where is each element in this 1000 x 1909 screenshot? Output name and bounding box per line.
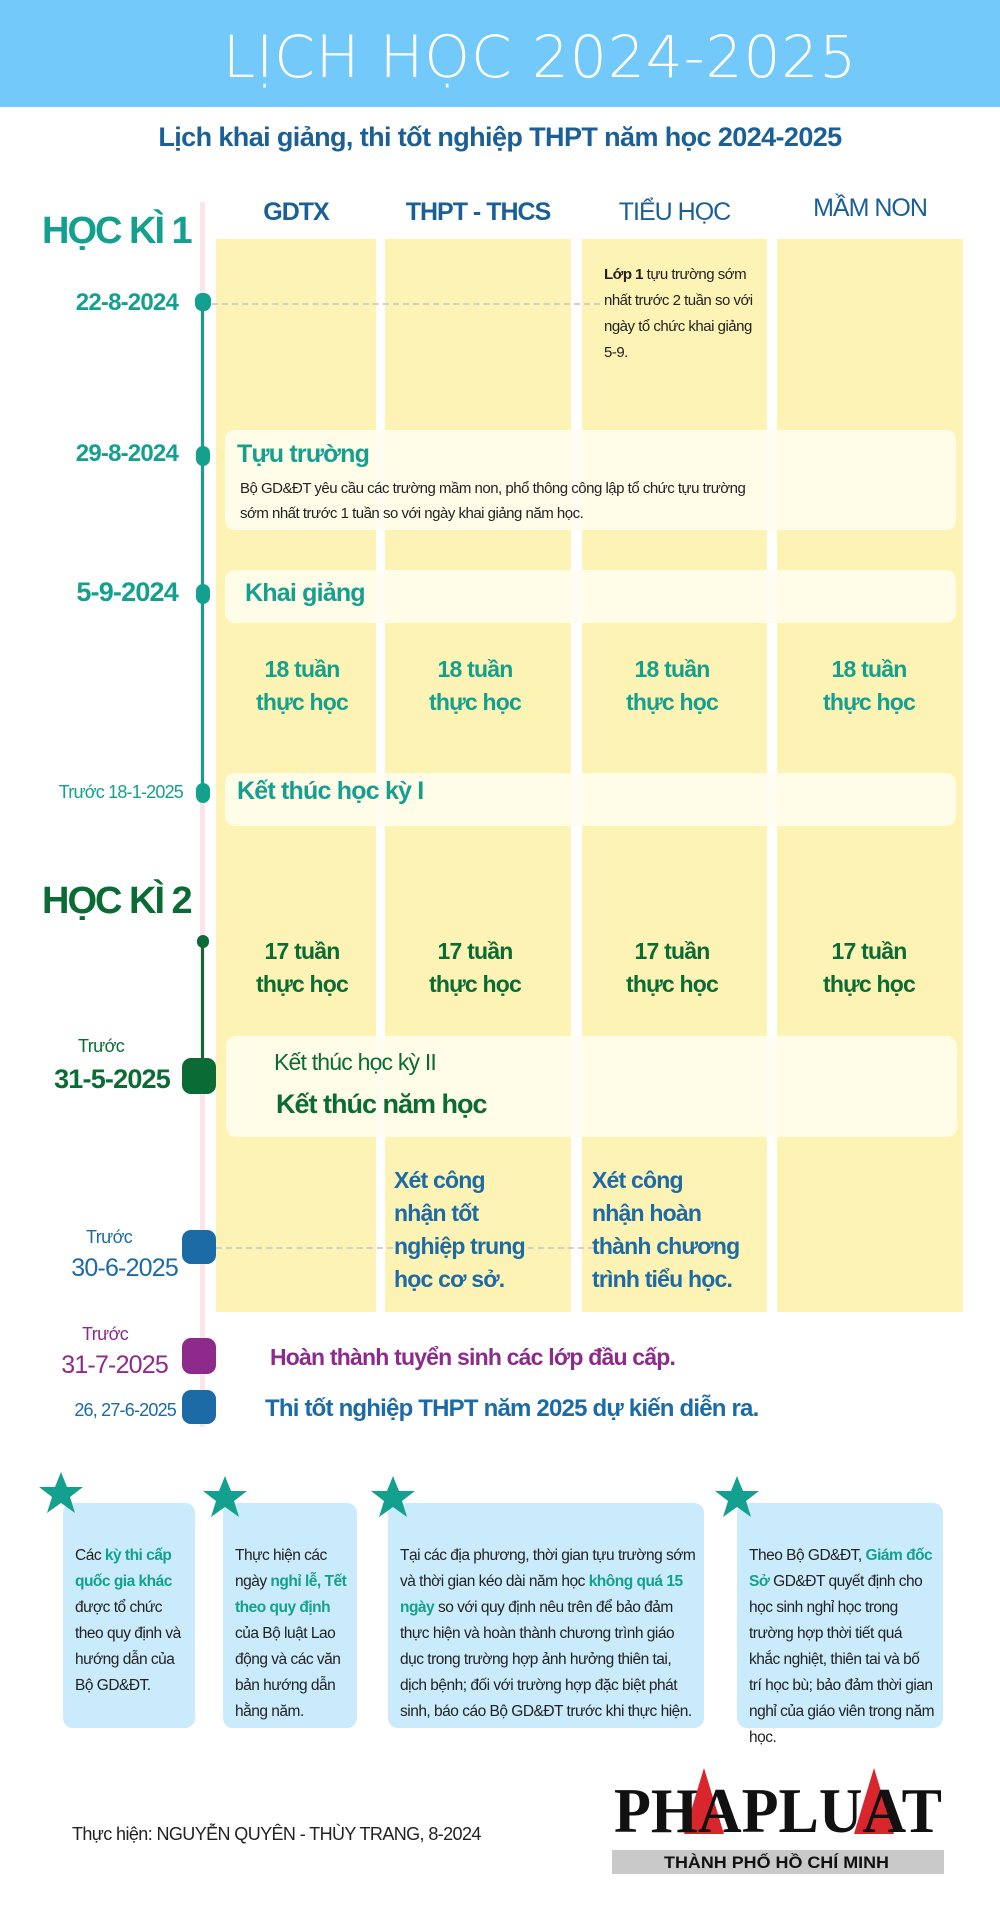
dashed-connector: [212, 303, 600, 305]
event-title-ket-thuc-hk2: Kết thúc học kỳ II: [274, 1049, 437, 1075]
grade1-note-bold: Lớp 1: [604, 266, 643, 283]
weeks-label: thực học: [255, 689, 349, 715]
event-title-ket-thuc-hk1: Kết thúc học kỳ I: [237, 777, 424, 805]
weeks-gdtx-hk1: [212, 653, 392, 719]
timeline-dot: [196, 783, 210, 803]
svg-text:PHAPLUAT: PHAPLUAT: [614, 1775, 942, 1846]
star-icon: [714, 1474, 760, 1520]
note-text: của Bộ luật Lao động và các văn bản hướng dẫn hằng năm.: [235, 1625, 341, 1720]
weeks-label: thực học: [428, 971, 522, 997]
date-18-1-2025: Trước 18-1-2025: [58, 782, 183, 802]
page-title: LỊCH HỌC 2024-2025: [222, 23, 858, 91]
tieuhoc-completion-note: [592, 1164, 739, 1296]
timeline-marker: [182, 1338, 216, 1374]
event-title-tuyen-sinh: Hoàn thành tuyển sinh các lớp đầu cấp.: [270, 1344, 676, 1370]
credit-line: Thực hiện: NGUYỄN QUYÊN - THÙY TRANG, 8-2024: [72, 1824, 481, 1844]
event-title-thi-tot-nghiep: Thi tốt nghiệp THPT năm 2025 dự kiến diễn ra.: [265, 1395, 759, 1422]
weeks-count: 17 tuần: [831, 938, 907, 964]
note-highlight: nghỉ lễ, Tết theo quy định: [235, 1573, 347, 1616]
note-card: [63, 1503, 195, 1728]
weeks-tieuhoc-hk2: [582, 935, 762, 1001]
timeline-marker: [182, 1230, 216, 1264]
date-prefix: Trước: [82, 1324, 129, 1344]
note-text: so với quy định nêu trên để bảo đảm thực hiện và hoàn thành chương trình giáo dục trong trường hợp ảnh hưởng thiên tai, dịch bệnh; đối với trường hợp đặc biệt phát sinh, báo cáo Bộ GD&ĐT trước khi thực hiện.: [400, 1599, 692, 1720]
weeks-mamnon-hk2: [779, 935, 959, 1001]
note-text: GD&ĐT quyết định cho học sinh nghỉ học trong trường hợp thời tiết quá khắc nghiệt, thiên tai và bố trí học bù; bảo đảm thời gian nghỉ của giáo viên trong năm học.: [749, 1573, 935, 1746]
note-text: Thực hiện các ngày: [235, 1547, 327, 1590]
weeks-count: 17 tuần: [437, 938, 513, 964]
note-line: nhận hoàn: [592, 1200, 702, 1226]
timeline-segment-1: [201, 303, 204, 793]
date-prefix: Trước: [78, 1036, 125, 1056]
note-line: thành chương: [592, 1233, 740, 1259]
note-line: nhận tốt: [394, 1200, 479, 1226]
weeks-count: 18 tuần: [634, 656, 710, 682]
event-title-khai-giang: Khai giảng: [245, 579, 365, 607]
phap-luat-logo: [612, 1766, 944, 1874]
note-line: nghiệp trung: [394, 1230, 525, 1263]
note-line: trình tiểu học.: [592, 1266, 733, 1292]
weeks-thpt-hk1: [385, 653, 565, 719]
note-line: Xét công: [592, 1167, 683, 1193]
note-line: Xét công: [394, 1167, 485, 1193]
timeline-dot: [196, 584, 210, 604]
weeks-label: thực học: [255, 971, 349, 997]
note-card: [388, 1503, 704, 1728]
date-22-8-2024: 22-8-2024: [75, 289, 178, 316]
note-text: được tổ chức theo quy định và hướng dẫn của Bộ GD&ĐT.: [75, 1599, 181, 1694]
semester-2-label: HỌC KÌ 2: [42, 880, 191, 922]
date-29-8-2024: 29-8-2024: [75, 440, 178, 467]
note-text: Tại các địa phương, thời gian tựu trường sớm và thời gian kéo dài năm học: [400, 1547, 696, 1590]
column-header-thpt-thcs: THPT - THCS: [405, 198, 551, 226]
note-text: Các: [75, 1547, 105, 1564]
weeks-label: thực học: [428, 689, 522, 715]
column-header-mam-non: MẦM NON: [813, 194, 927, 222]
grade1-note-text: tựu trường sớm nhất trước 2 tuần so với ngày tổ chức khai giảng 5-9.: [604, 266, 753, 361]
date-26-27-6-2025: 26, 27-6-2025: [74, 1400, 176, 1420]
weeks-label: thực học: [625, 689, 719, 715]
timeline-segment-2: [201, 941, 204, 1071]
logo-graphic: [612, 1766, 944, 1874]
timeline-dot: [195, 293, 211, 311]
weeks-label: thực học: [822, 689, 916, 715]
grade1-note: [604, 262, 764, 366]
timeline-dot: [196, 446, 210, 466]
date-30-6-2025: 30-6-2025: [71, 1254, 178, 1282]
note-card: [223, 1503, 357, 1728]
semester-1-label: HỌC KÌ 1: [42, 210, 191, 252]
date-31-7-2025: 31-7-2025: [61, 1351, 168, 1379]
desc-line: sớm nhất trước 1 tuần so với ngày khai giảng năm học.: [240, 505, 584, 522]
svg-text:THÀNH PHỐ HỒ CHÍ MINH: THÀNH PHỐ HỒ CHÍ MINH: [664, 1853, 878, 1872]
star-icon: [370, 1474, 416, 1520]
note-text: Theo Bộ GD&ĐT,: [749, 1547, 866, 1564]
weeks-count: 18 tuần: [437, 656, 513, 682]
weeks-count: 17 tuần: [634, 938, 710, 964]
column-header-gdtx: GDTX: [263, 198, 329, 226]
weeks-count: 18 tuần: [264, 656, 340, 682]
timeline-marker: [182, 1390, 216, 1424]
note-highlight: Giám đốc Sở: [749, 1547, 933, 1590]
note-highlight: kỳ thi cấp quốc gia khác: [75, 1547, 172, 1590]
note-highlight: không quá 15 ngày: [400, 1573, 683, 1616]
weeks-count: 18 tuần: [831, 656, 907, 682]
date-prefix: Trước: [86, 1227, 133, 1247]
weeks-thpt-hk2: [385, 935, 565, 1001]
desc-line: Bộ GD&ĐT yêu cầu các trường mầm non, phổ thông công lập tổ chức tựu trường: [240, 480, 746, 497]
weeks-label: thực học: [822, 971, 916, 997]
date-5-9-2024: 5-9-2024: [76, 577, 178, 607]
weeks-label: thực học: [625, 971, 719, 997]
star-icon: [202, 1474, 248, 1520]
note-card: [737, 1503, 943, 1746]
thcs-graduation-note: [394, 1164, 525, 1296]
date-31-5-2025: 31-5-2025: [54, 1064, 170, 1094]
timeline-dot: [197, 935, 209, 948]
weeks-count: 17 tuần: [264, 938, 340, 964]
column-header-tieu-hoc: TIỂU HỌC: [618, 198, 731, 226]
weeks-tieuhoc-hk1: [582, 653, 762, 719]
event-desc-tuu-truong: [240, 476, 745, 526]
weeks-mamnon-hk1: [779, 653, 959, 719]
event-title-ket-thuc-nam-hoc: Kết thúc năm học: [276, 1089, 487, 1119]
weeks-gdtx-hk2: [212, 935, 392, 1001]
event-title-tuu-truong: Tựu trường: [237, 440, 370, 468]
star-icon: [38, 1470, 84, 1516]
page-subtitle: Lịch khai giảng, thi tốt nghiệp THPT năm học 2024-2025: [158, 122, 842, 152]
note-line: học cơ sở.: [394, 1266, 505, 1292]
timeline-marker: [182, 1058, 216, 1094]
